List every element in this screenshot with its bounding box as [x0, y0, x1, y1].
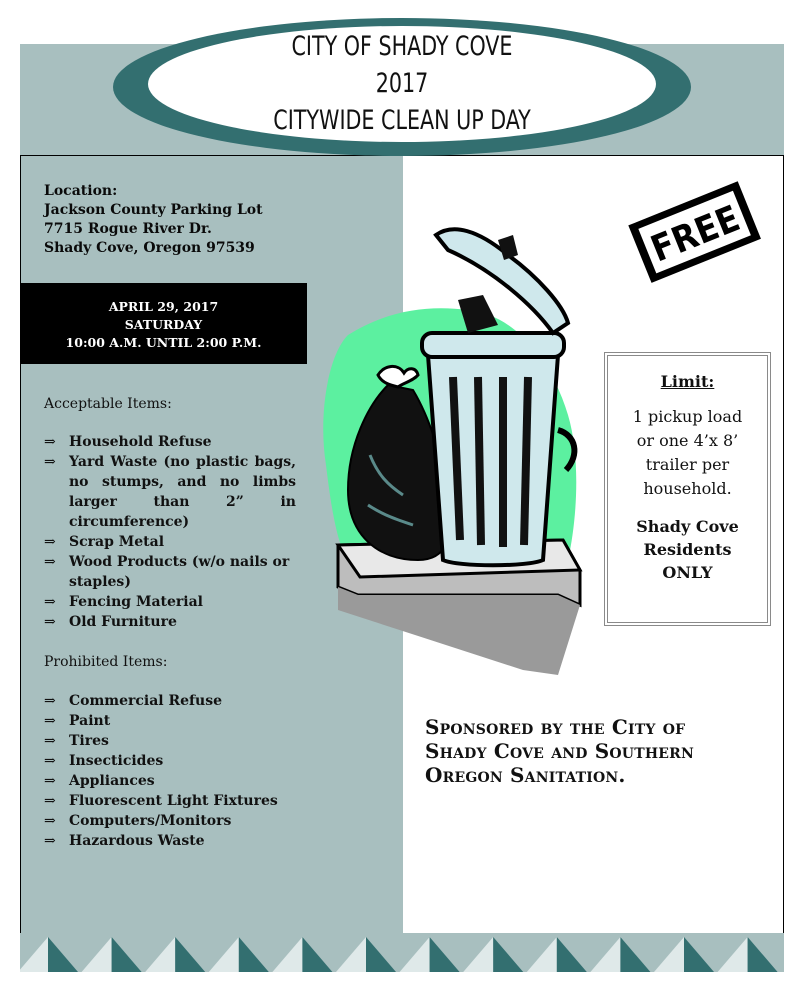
arrow-icon: ⇒	[44, 434, 56, 450]
acceptable-heading: Acceptable Items:	[44, 396, 172, 412]
list-item: ⇒ Yard Waste (no plastic bags, no stumps, and no limbs larger than 2” in circumference)	[44, 454, 296, 530]
arrow-icon: ⇒	[44, 713, 56, 729]
list-item: ⇒ Old Furniture	[44, 614, 177, 630]
list-item: ⇒ Paint	[44, 713, 111, 729]
triangle-border	[20, 933, 784, 972]
arrow-icon: ⇒	[44, 773, 56, 789]
free-badge	[624, 168, 766, 298]
list-item: ⇒ Scrap Metal	[44, 534, 165, 550]
sponsor-text: Sponsored by the City of Shady Cove and Southern Oregon Sanitation.	[425, 715, 694, 787]
free-badge-text: FREE	[645, 198, 746, 271]
list-item: ⇒ Insecticides	[44, 753, 164, 769]
arrow-icon: ⇒	[44, 693, 56, 709]
arrow-icon: ⇒	[44, 733, 56, 749]
limit-box	[604, 352, 771, 626]
arrow-icon: ⇒	[44, 534, 56, 550]
limit-residents: Shady Cove Residents ONLY	[636, 517, 739, 582]
acceptable-list	[44, 432, 296, 632]
event-time: 10:00 A.M. UNTIL 2:00 P.M.	[65, 335, 262, 350]
page-title	[186, 28, 618, 139]
list-item: ⇒ Hazardous Waste	[44, 833, 205, 849]
event-date: APRIL 29, 2017	[108, 299, 219, 314]
location-line: Jackson County Parking Lot	[44, 202, 263, 218]
location-line: 7715 Rogue River Dr.	[44, 221, 212, 237]
list-item: ⇒ Household Refuse	[44, 434, 212, 450]
arrow-icon: ⇒	[44, 614, 56, 630]
list-item: ⇒ Tires	[44, 733, 109, 749]
arrow-icon: ⇒	[44, 554, 56, 570]
title-line-event: CITYWIDE CLEAN UP DAY	[273, 105, 531, 136]
list-item: ⇒ Appliances	[44, 773, 155, 789]
arrow-icon: ⇒	[44, 454, 56, 470]
limit-title: Limit:	[660, 372, 715, 391]
title-line-city: CITY OF SHADY COVE	[291, 31, 513, 62]
location-label: Location:	[44, 183, 118, 199]
arrow-icon: ⇒	[44, 753, 56, 769]
limit-text: 1 pickup load or one 4’x 8’ trailer per household.	[632, 407, 743, 498]
arrow-icon: ⇒	[44, 813, 56, 829]
location-block	[44, 182, 334, 258]
list-item: ⇒ Fluorescent Light Fixtures	[44, 793, 278, 809]
location-line: Shady Cove, Oregon 97539	[44, 240, 255, 256]
event-date-box	[20, 283, 307, 364]
arrow-icon: ⇒	[44, 594, 56, 610]
list-item: ⇒ Wood Products (w/o nails or staples)	[44, 554, 290, 590]
event-day: SATURDAY	[124, 317, 203, 332]
arrow-icon: ⇒	[44, 793, 56, 809]
prohibited-heading: Prohibited Items:	[44, 654, 168, 670]
trash-can-clipart	[318, 215, 588, 675]
title-line-year: 2017	[375, 68, 429, 99]
list-item: ⇒ Computers/Monitors	[44, 813, 232, 829]
prohibited-list	[44, 691, 296, 851]
list-item: ⇒ Commercial Refuse	[44, 693, 223, 709]
list-item: ⇒ Fencing Material	[44, 594, 203, 610]
arrow-icon: ⇒	[44, 833, 56, 849]
